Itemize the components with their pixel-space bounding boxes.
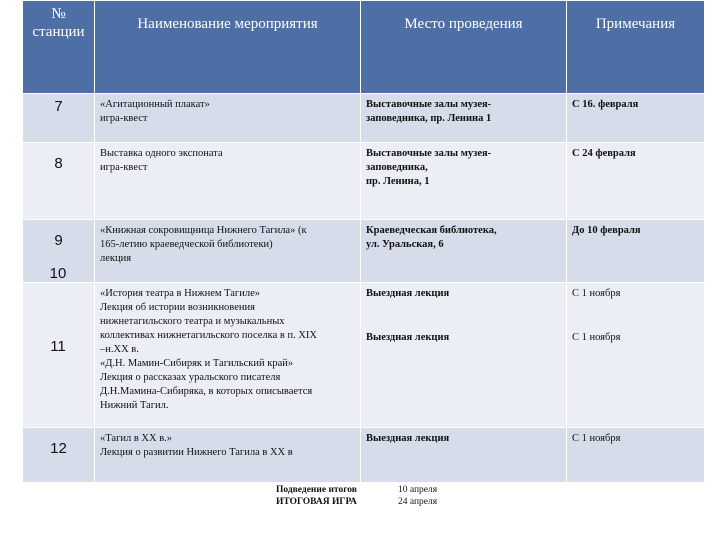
table-row — [23, 94, 705, 143]
event-line: Лекция о рассказах уральского писателя — [100, 372, 281, 383]
place-line: Краеведческая библиотека, — [366, 225, 497, 236]
header-event-name: Наименование мероприятия — [95, 1, 361, 94]
event-line: Д.Н.Мамина-Сибиряка, в которых описывается — [100, 386, 313, 397]
schedule-table — [22, 0, 705, 483]
table-row — [23, 283, 705, 428]
place-line: Выездная лекция — [366, 288, 450, 299]
event-line: –н.XX в. — [100, 344, 139, 355]
table-row — [23, 220, 705, 283]
table-row — [23, 143, 705, 220]
place-line: заповедника, пр. Ленина 1 — [366, 113, 492, 124]
station-number: 12 — [23, 428, 95, 483]
place-line: ул. Уральская, 6 — [366, 239, 444, 250]
event-line: лекция — [100, 253, 132, 264]
header-num-symbol: № — [51, 6, 66, 22]
table-row — [23, 428, 705, 483]
place-line: пр. Ленина, 1 — [366, 176, 430, 187]
place-cell — [361, 220, 567, 283]
header-station-number — [23, 1, 95, 94]
header-notes: Примечания — [567, 1, 705, 94]
footer-summary-line: Подведение итогов — [276, 485, 357, 495]
note-cell: С 24 февраля — [567, 143, 705, 220]
place-line: Выездная лекция — [366, 433, 450, 444]
station-number: 9 — [23, 220, 95, 283]
station-number: 7 — [23, 94, 95, 143]
table-header-row — [23, 1, 705, 94]
station-number: 8 — [23, 143, 95, 220]
station-number: 10 — [49, 265, 67, 282]
place-line: Выставочные залы музея- — [366, 148, 492, 159]
footer-date: 10 апреля — [398, 485, 438, 495]
place-cell — [361, 143, 567, 220]
note-cell: С 16. февраля — [567, 94, 705, 143]
event-cell — [95, 94, 361, 143]
event-line: «Книжная сокровищница Нижнего Тагила» (к — [100, 225, 307, 236]
place-cell — [361, 283, 567, 428]
event-line: коллективах нижнетагильского поселка в п. XIX — [100, 330, 318, 341]
event-cell — [95, 143, 361, 220]
note-cell: С 1 ноября — [567, 283, 705, 428]
event-line: игра-квест — [100, 162, 148, 173]
event-line: игра-квест — [100, 113, 148, 124]
header-num-word: станции — [32, 24, 85, 40]
event-line: «Д.Н. Мамин-Сибиряк и Тагильский край» — [100, 358, 294, 369]
event-line: Нижний Тагил. — [100, 400, 169, 411]
event-line: 165-летию краеведческой библиотеки) — [100, 239, 273, 250]
event-cell — [95, 220, 361, 283]
note-cell: С 1 ноября — [567, 428, 705, 483]
event-line: «Агитационный плакат» — [100, 99, 210, 110]
place-cell — [361, 428, 567, 483]
place-line: Выездная лекция — [366, 332, 450, 343]
event-cell — [95, 428, 361, 483]
station-number-cell — [23, 283, 95, 428]
event-line: «Тагил в XX в.» — [100, 433, 173, 444]
footer-dates — [398, 484, 437, 508]
event-line: Выставка одного экспоната — [100, 148, 223, 159]
event-line: нижнетагильского театра и музыкальных — [100, 316, 285, 327]
footer-date: 24 апреля — [398, 497, 438, 507]
event-line: Лекция об истории возникновения — [100, 302, 255, 313]
event-line: Лекция о развитии Нижнего Тагила в XX в — [100, 447, 293, 458]
footer-final-game: ИТОГОВАЯ ИГРА — [276, 497, 357, 507]
event-cell — [95, 283, 361, 428]
place-cell — [361, 94, 567, 143]
station-number: 11 — [50, 338, 66, 355]
header-place: Место проведения — [361, 1, 567, 94]
place-line: Выставочные залы музея- — [366, 99, 492, 110]
event-line: «История театра в Нижнем Тагиле» — [100, 288, 261, 299]
note-cell: До 10 февраля — [567, 220, 705, 283]
note-cell: С 1 ноября — [572, 332, 621, 343]
footer-summary — [276, 484, 357, 508]
place-line: заповедника, — [366, 162, 428, 173]
